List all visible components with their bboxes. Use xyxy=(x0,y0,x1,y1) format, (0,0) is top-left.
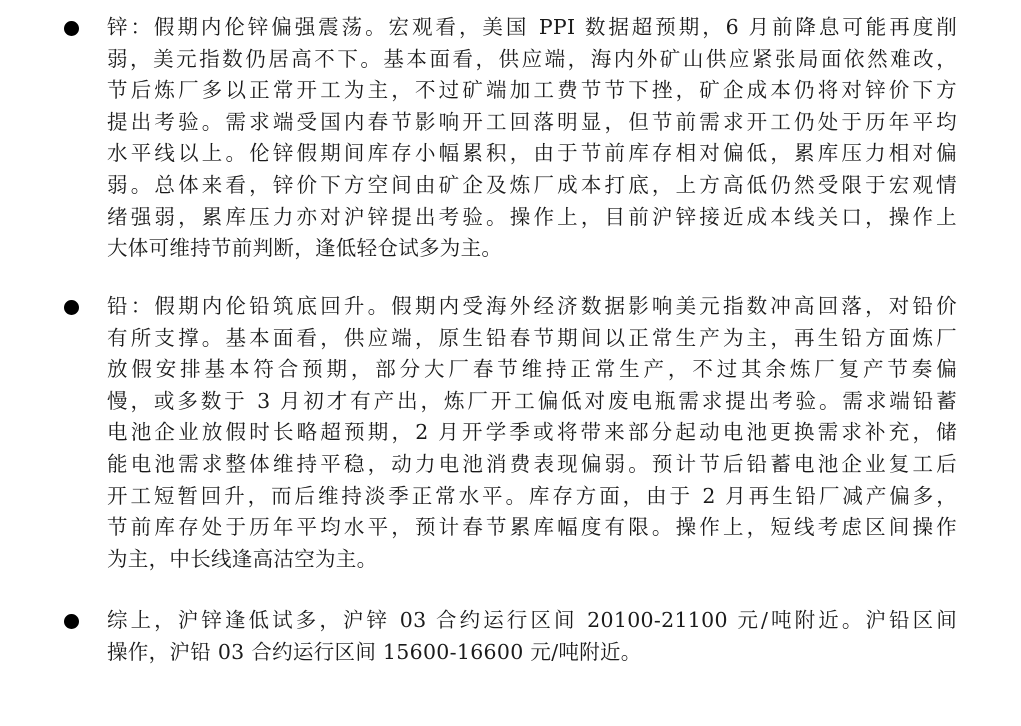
text-line: 能电池需求整体维持平稳，动力电池消费表现偏弱。预计节后铅蓄电池企业复工后 xyxy=(107,451,957,476)
text-line: 提出考验。需求端受国内春节影响开工回落明显，但节前需求开工仍处于历年平均 xyxy=(107,109,957,134)
text-line: 慢，或多数于 3 月初才有产出，炼厂开工偏低对废电瓶需求提出考验。需求端铅蓄 xyxy=(107,388,957,413)
paragraph-lead xyxy=(107,291,957,575)
bullet-dot-icon xyxy=(64,21,79,36)
text-line: 综上，沪锌逢低试多，沪锌 03 合约运行区间 20100-21100 元/吨附近。沪铅区间 xyxy=(107,608,957,632)
text-line: 弱。总体来看，锌价下方空间由矿企及炼厂成本打底，上方高低仍然受限于宏观情 xyxy=(107,172,957,197)
text-line: 节后炼厂多以正常开工为主，不过矿端加工费节节下挫，矿企成本仍将对锌价下方 xyxy=(107,78,957,103)
bullet-dot-icon xyxy=(64,614,79,629)
paragraph-summary xyxy=(107,605,957,668)
bullet-dot-icon xyxy=(64,300,79,315)
text-line: 水平线以上。伦锌假期间库存小幅累积，由于节前库存相对偏低，累库压力相对偏 xyxy=(107,141,957,166)
paragraph-zinc xyxy=(107,12,957,265)
text-line: 操作，沪铅 03 合约运行区间 15600-16600 元/吨附近。 xyxy=(107,639,642,664)
text-line: 锌：假期内伦锌偏强震荡。宏观看，美国 PPI 数据超预期，6 月前降息可能再度削 xyxy=(107,15,957,39)
text-line: 为主，中长线逢高沽空为主。 xyxy=(107,546,378,571)
text-line: 节前库存处于历年平均水平，预计春节累库幅度有限。操作上，短线考虑区间操作 xyxy=(107,515,957,540)
text-line: 有所支撑。基本面看，供应端，原生铅春节期间以正常生产为主，再生铅方面炼厂 xyxy=(107,325,957,350)
text-line: 开工短暂回升，而后维持淡季正常水平。库存方面，由于 2 月再生铅厂减产偏多， xyxy=(107,483,957,508)
text-line: 电池企业放假时长略超预期，2 月开学季或将带来部分起动电池更换需求补充，储 xyxy=(107,420,957,445)
text-line: 绪强弱，累库压力亦对沪锌提出考验。操作上，目前沪锌接近成本线关口，操作上 xyxy=(107,204,957,229)
text-line: 弱，美元指数仍居高不下。基本面看，供应端，海内外矿山供应紧张局面依然难改， xyxy=(107,46,957,71)
text-line: 大体可维持节前判断，逢低轻仓试多为主。 xyxy=(107,236,503,261)
text-line: 铅：假期内伦铅筑底回升。假期内受海外经济数据影响美元指数冲高回落，对铅价 xyxy=(107,294,957,318)
text-line: 放假安排基本符合预期，部分大厂春节维持正常生产，不过其余炼厂复产节奏偏 xyxy=(107,357,957,382)
